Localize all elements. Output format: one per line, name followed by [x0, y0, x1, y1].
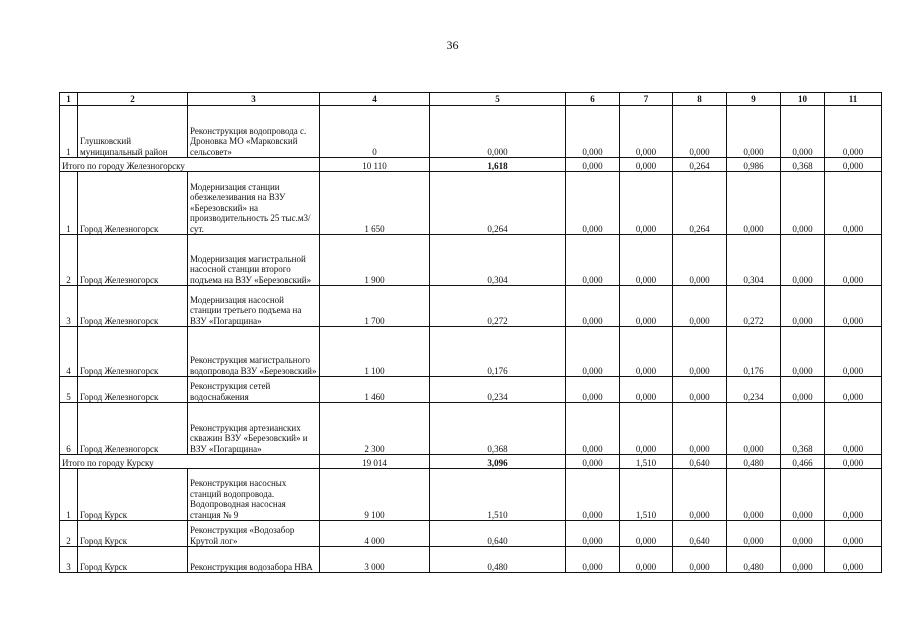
value-cell: 0,000 — [781, 172, 825, 235]
value-cell: 0,000 — [620, 403, 673, 455]
value-cell: 0,304 — [727, 235, 781, 286]
value-cell: 0,000 — [727, 106, 781, 158]
total-value: 0,640 — [673, 455, 727, 469]
row-number: 1 — [60, 172, 78, 235]
value-cell: 2 300 — [320, 403, 430, 455]
value-cell: 0,272 — [727, 286, 781, 327]
table-row — [60, 547, 882, 573]
place-cell: Город Железногорск — [78, 377, 188, 403]
value-cell: 0,000 — [825, 403, 882, 455]
place-cell: Город Железногорск — [78, 286, 188, 327]
col-header-1: 1 — [60, 93, 78, 106]
value-cell: 0,368 — [430, 403, 566, 455]
value-cell: 0,000 — [566, 286, 620, 327]
value-cell: 0,000 — [825, 106, 882, 158]
page-number: 36 — [446, 38, 459, 52]
col-header-6: 6 — [566, 93, 620, 106]
value-cell: 0 — [320, 106, 430, 158]
table-row — [60, 286, 882, 327]
total-row — [60, 158, 882, 172]
description-cell: Реконструкция насосных станций водопровода. Водопроводная насосная станция № 9 — [188, 469, 320, 521]
total-label: Итого по городу Курску — [60, 455, 320, 469]
value-cell: 0,264 — [430, 172, 566, 235]
col-header-5: 5 — [430, 93, 566, 106]
description-cell: Реконструкция артезианских скважин ВЗУ «Березовский» и ВЗУ «Погарщина» — [188, 403, 320, 455]
row-number: 3 — [60, 286, 78, 327]
table-row — [60, 327, 882, 377]
investment-table — [59, 92, 882, 573]
value-cell: 1,510 — [620, 469, 673, 521]
value-cell: 0,000 — [566, 547, 620, 573]
col-header-4: 4 — [320, 93, 430, 106]
table-row — [60, 172, 882, 235]
value-cell: 0,000 — [781, 286, 825, 327]
value-cell: 0,272 — [430, 286, 566, 327]
col-header-3: 3 — [188, 93, 320, 106]
place-cell: Город Железногорск — [78, 172, 188, 235]
row-number: 2 — [60, 521, 78, 547]
row-number: 5 — [60, 377, 78, 403]
total-value: 0,368 — [781, 158, 825, 172]
place-cell: Город Курск — [78, 469, 188, 521]
value-cell: 0,000 — [727, 469, 781, 521]
value-cell: 1 700 — [320, 286, 430, 327]
total-value: 0,000 — [620, 158, 673, 172]
value-cell: 0,234 — [430, 377, 566, 403]
place-cell: Город Курск — [78, 547, 188, 573]
value-cell: 0,000 — [781, 547, 825, 573]
place-cell: Глушковский муниципальный район — [78, 106, 188, 158]
value-cell: 1 460 — [320, 377, 430, 403]
value-cell: 0,000 — [620, 377, 673, 403]
row-number: 4 — [60, 327, 78, 377]
value-cell: 0,000 — [727, 521, 781, 547]
value-cell: 0,000 — [781, 521, 825, 547]
value-cell: 0,176 — [727, 327, 781, 377]
value-cell: 0,000 — [673, 377, 727, 403]
value-cell: 0,000 — [566, 172, 620, 235]
value-cell: 0,000 — [620, 521, 673, 547]
value-cell: 0,000 — [673, 403, 727, 455]
total-value: 1,510 — [620, 455, 673, 469]
total-value: 0,480 — [727, 455, 781, 469]
description-cell: Реконструкция магистрального водопровода ВЗУ «Березовский» — [188, 327, 320, 377]
value-cell: 0,000 — [430, 106, 566, 158]
value-cell: 0,000 — [781, 469, 825, 521]
total-label: Итого по городу Железногорску — [60, 158, 320, 172]
col-header-11: 11 — [825, 93, 882, 106]
value-cell: 0,000 — [566, 521, 620, 547]
value-cell: 1,510 — [430, 469, 566, 521]
value-cell: 0,234 — [727, 377, 781, 403]
value-cell: 0,000 — [673, 547, 727, 573]
value-cell: 1 900 — [320, 235, 430, 286]
value-cell: 0,000 — [727, 403, 781, 455]
value-cell: 0,000 — [673, 286, 727, 327]
value-cell: 0,000 — [825, 547, 882, 573]
col-header-9: 9 — [727, 93, 781, 106]
table-row — [60, 521, 882, 547]
description-cell: Реконструкция водозабора НВА — [188, 547, 320, 573]
value-cell: 0,000 — [620, 235, 673, 286]
col-header-2: 2 — [78, 93, 188, 106]
value-cell: 0,000 — [781, 235, 825, 286]
header-row — [60, 93, 882, 106]
value-cell: 0,176 — [430, 327, 566, 377]
total-value: 10 110 — [320, 158, 430, 172]
description-cell: Модернизация насосной станции третьего подъема на ВЗУ «Погарщина» — [188, 286, 320, 327]
value-cell: 9 100 — [320, 469, 430, 521]
total-value: 1,618 — [430, 158, 566, 172]
value-cell: 0,000 — [825, 327, 882, 377]
place-cell: Город Железногорск — [78, 403, 188, 455]
table-row — [60, 377, 882, 403]
table-row — [60, 469, 882, 521]
value-cell: 4 000 — [320, 521, 430, 547]
table-row — [60, 106, 882, 158]
value-cell: 0,304 — [430, 235, 566, 286]
value-cell: 1 100 — [320, 327, 430, 377]
value-cell: 0,000 — [825, 286, 882, 327]
value-cell: 0,000 — [781, 377, 825, 403]
total-value: 0,466 — [781, 455, 825, 469]
value-cell: 0,000 — [825, 521, 882, 547]
row-number: 1 — [60, 469, 78, 521]
description-cell: Реконструкция сетей водоснабжения — [188, 377, 320, 403]
total-value: 19 014 — [320, 455, 430, 469]
row-number: 1 — [60, 106, 78, 158]
value-cell: 0,000 — [620, 547, 673, 573]
value-cell: 0,000 — [620, 106, 673, 158]
value-cell: 0,000 — [620, 172, 673, 235]
total-value: 0,000 — [566, 158, 620, 172]
total-value: 3,096 — [430, 455, 566, 469]
col-header-8: 8 — [673, 93, 727, 106]
value-cell: 0,000 — [825, 469, 882, 521]
value-cell: 0,000 — [727, 172, 781, 235]
total-value: 0,000 — [566, 455, 620, 469]
value-cell: 0,640 — [430, 521, 566, 547]
table-row — [60, 235, 882, 286]
value-cell: 0,000 — [825, 235, 882, 286]
value-cell: 0,640 — [673, 521, 727, 547]
row-number: 2 — [60, 235, 78, 286]
value-cell: 0,000 — [566, 106, 620, 158]
place-cell: Город Железногорск — [78, 327, 188, 377]
value-cell: 0,000 — [566, 469, 620, 521]
value-cell: 0,000 — [620, 286, 673, 327]
value-cell: 0,000 — [825, 377, 882, 403]
value-cell: 0,000 — [566, 235, 620, 286]
description-cell: Модернизация станции обезжелезивания на ВЗУ «Березовский» на производительность 25 тыс.м3/сут. — [188, 172, 320, 235]
col-header-10: 10 — [781, 93, 825, 106]
description-cell: Реконструкция водопровода с. Дроновка МО «Марковский сельсовет» — [188, 106, 320, 158]
value-cell: 0,480 — [727, 547, 781, 573]
value-cell: 0,000 — [673, 106, 727, 158]
col-header-7: 7 — [620, 93, 673, 106]
value-cell: 0,000 — [673, 469, 727, 521]
value-cell: 0,000 — [620, 327, 673, 377]
value-cell: 0,368 — [781, 403, 825, 455]
total-value: 0,986 — [727, 158, 781, 172]
value-cell: 0,264 — [673, 172, 727, 235]
value-cell: 0,000 — [673, 327, 727, 377]
value-cell: 0,000 — [781, 327, 825, 377]
place-cell: Город Курск — [78, 521, 188, 547]
place-cell: Город Железногорск — [78, 235, 188, 286]
value-cell: 0,000 — [566, 327, 620, 377]
value-cell: 0,000 — [673, 235, 727, 286]
row-number: 6 — [60, 403, 78, 455]
value-cell: 0,000 — [566, 377, 620, 403]
total-row — [60, 455, 882, 469]
value-cell: 0,480 — [430, 547, 566, 573]
description-cell: Модернизация магистральной насосной станции второго подъема на ВЗУ «Березовский» — [188, 235, 320, 286]
description-cell: Реконструкция «Водозабор Крутой лог» — [188, 521, 320, 547]
total-value: 0,264 — [673, 158, 727, 172]
value-cell: 3 000 — [320, 547, 430, 573]
value-cell: 0,000 — [566, 403, 620, 455]
value-cell: 1 650 — [320, 172, 430, 235]
value-cell: 0,000 — [825, 172, 882, 235]
value-cell: 0,000 — [781, 106, 825, 158]
row-number: 3 — [60, 547, 78, 573]
total-value: 0,000 — [825, 455, 882, 469]
total-value: 0,000 — [825, 158, 882, 172]
table-row — [60, 403, 882, 455]
